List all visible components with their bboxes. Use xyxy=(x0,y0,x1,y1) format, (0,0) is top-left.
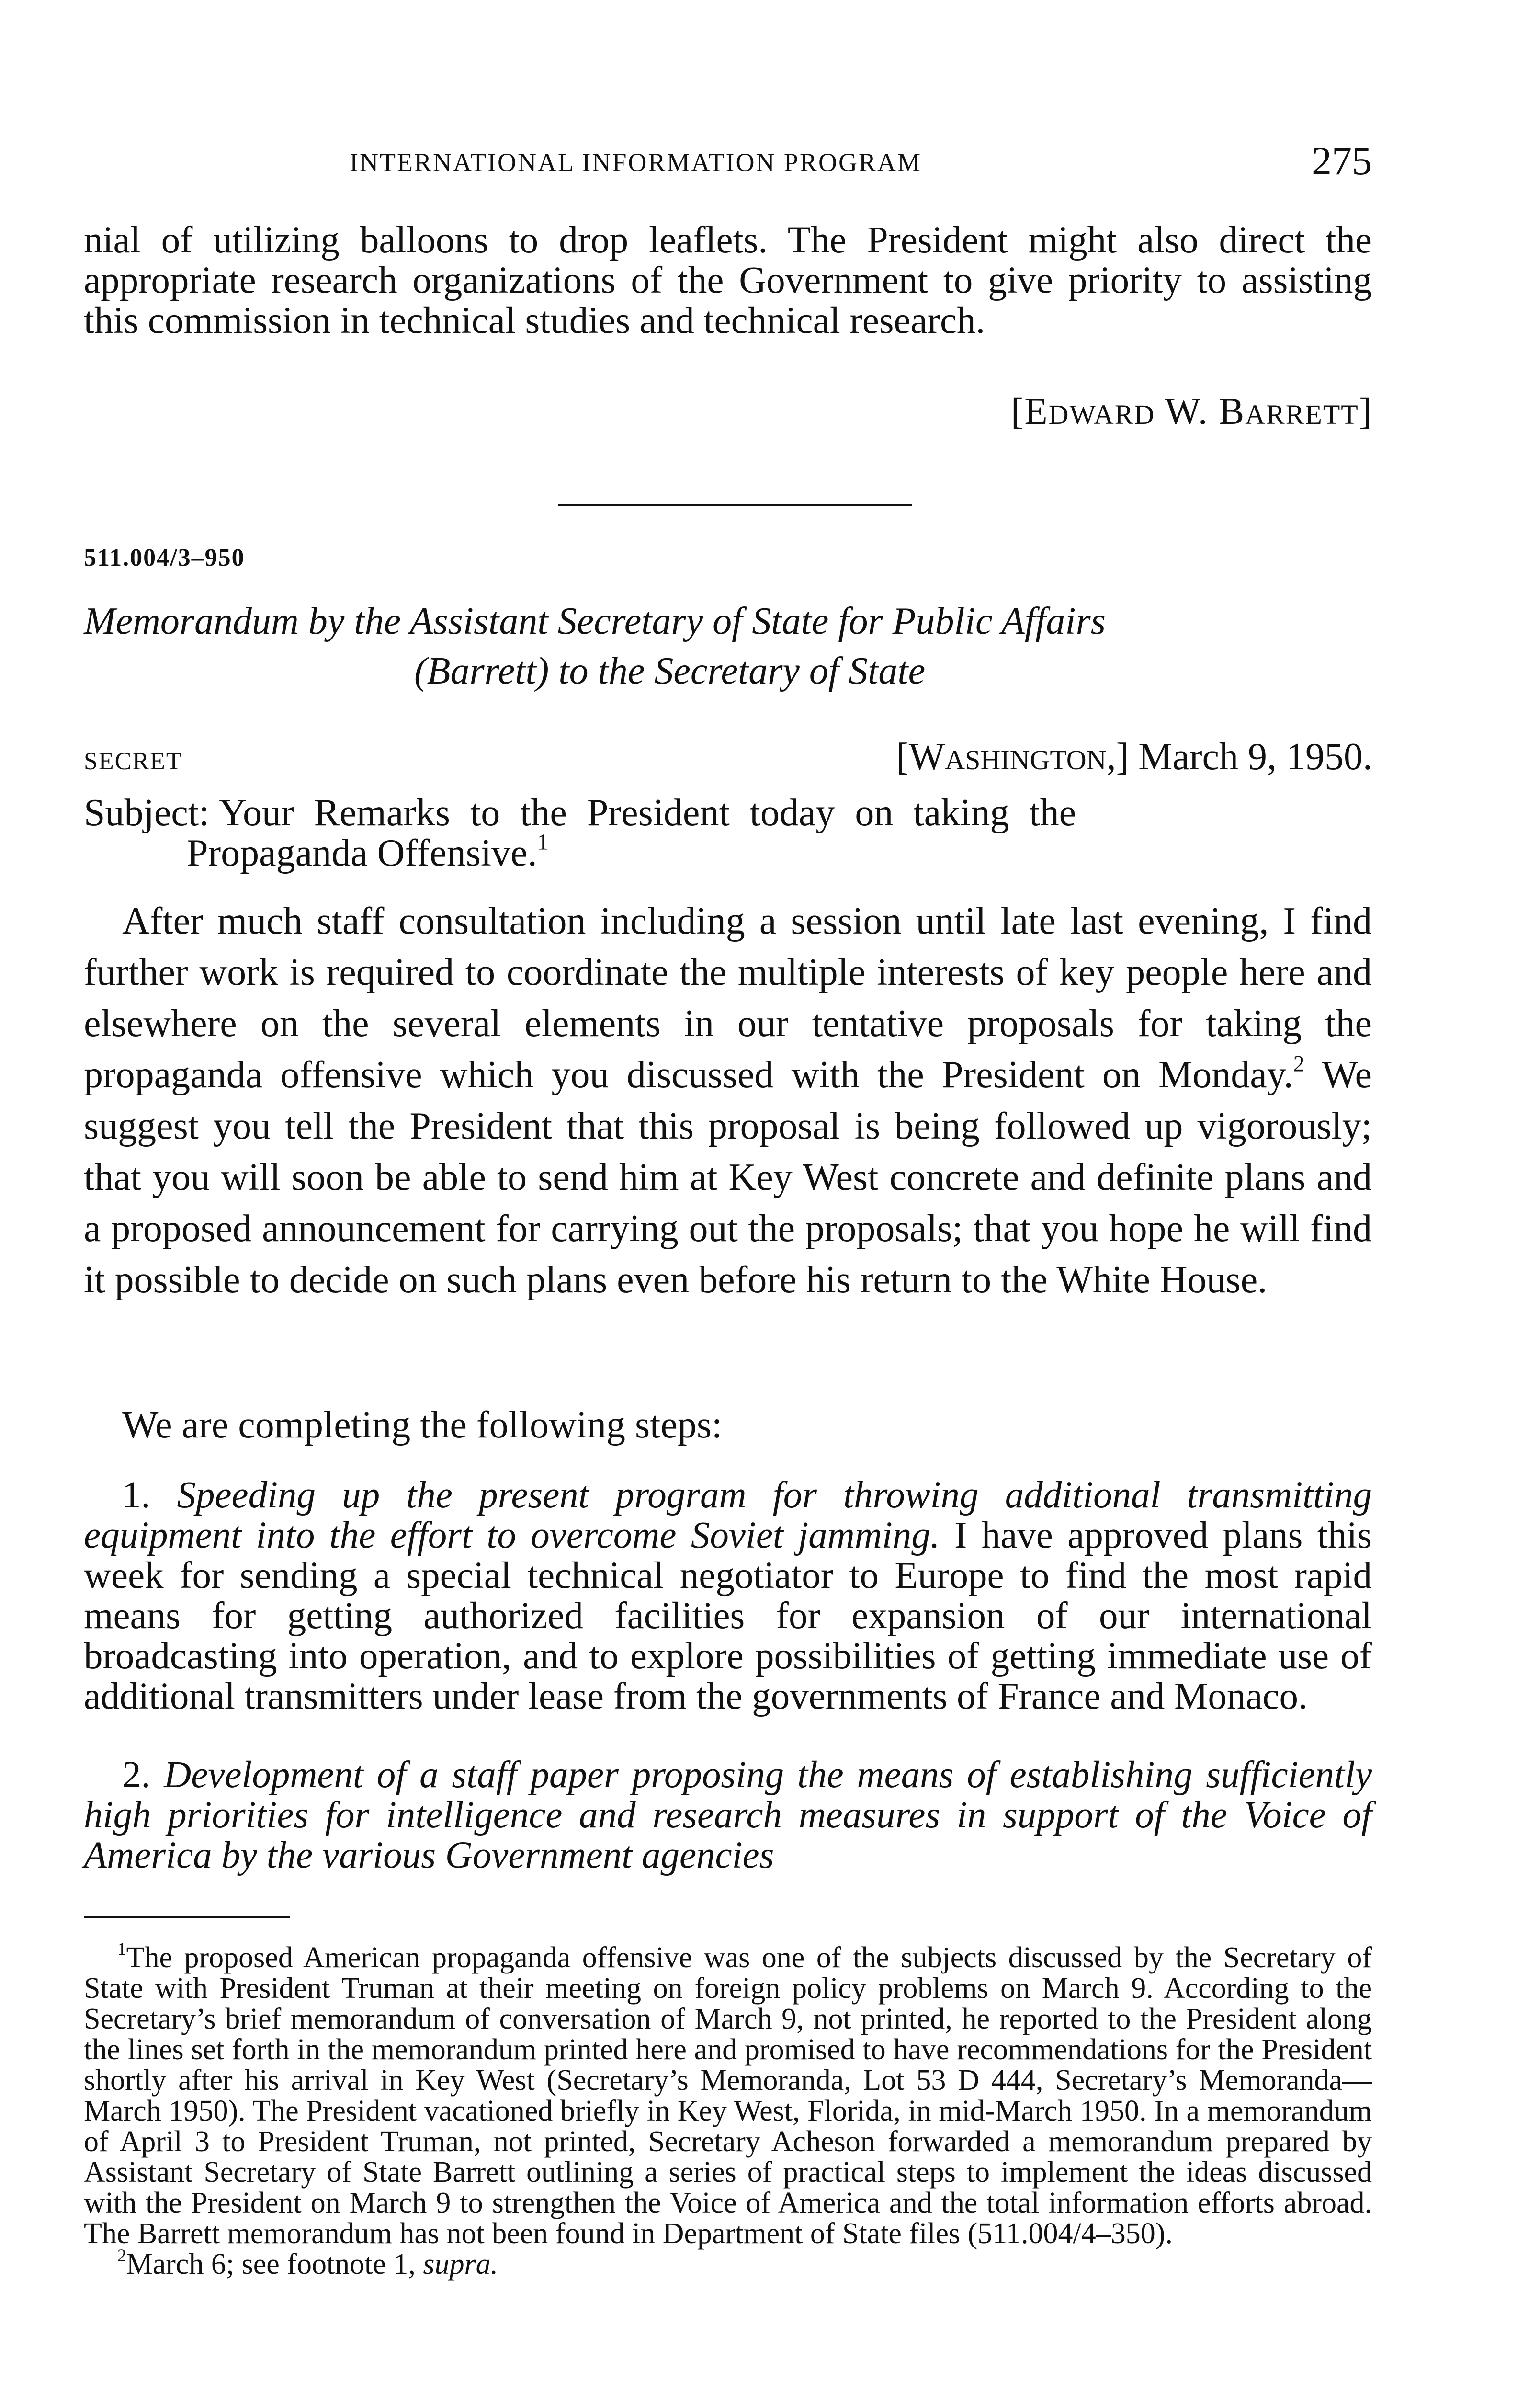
signature: [EDWARD W. BARRETT] xyxy=(1011,391,1372,433)
section-divider xyxy=(558,504,912,506)
list-item-2-heading: Development of a staff paper proposing the means of establishing sufficiently high priorities for intelligence and research measures in support of the Voice of America by the various Government agencies xyxy=(84,1754,1372,1876)
memo-title-line-2: (Barrett) to the Secretary of State xyxy=(414,650,926,692)
footnote-2: $^2$March 6; see footnote 1, supra. xyxy=(117,2246,498,2281)
running-head xyxy=(84,139,1372,183)
preceding-paragraph: nial of utilizing balloons to drop leaflets. The President might also direct the appropriate research organizations of the Government to give priority to assisting this commission in technical studies and technical research. xyxy=(84,219,1372,342)
paragraph-1: After much staff consultation including a session until late last evening, I find further work is required to coordinate the multiple interests of key people here and elsewhere on the several elements in our tentative proposals for taking the propaganda offensive which you discussed with the President on Monday.$^2$ We suggest you tell the President that this proposal is being followed up vigorously; that you will soon be able to send him at Key West concrete and definite plans and a proposed announcement for carrying out the proposals; that you hope he will find it possible to decide on such plans even before his return to the White House. xyxy=(84,900,1372,1301)
subject-text-continued: Propaganda Offensive. xyxy=(187,832,537,874)
paragraph-2: We are completing the following steps: xyxy=(122,1404,723,1446)
running-title: INTERNATIONAL INFORMATION PROGRAM xyxy=(350,148,922,177)
footnotes xyxy=(84,1939,1372,2281)
list-item-2: 2. Development of a staff paper proposing the means of establishing sufficiently high priorities for intelligence and research measures in support of the Voice of America by the various Government agencies xyxy=(84,1754,1372,1876)
list-item-1-heading: Speeding up the present program for throwing additional transmitting equipment into the effort to overcome Soviet jamming. xyxy=(84,1474,1372,1556)
footnote-1: $^1$The proposed American propaganda offensive was one of the subjects discussed by the Secretary of State with President Truman at their meeting on foreign policy problems on March 9. According to the Secretary’s brief memorandum of conversation of March 9, not printed, he reported to the President along the lines set forth in the memorandum printed here and promised to have recommendations for the President shortly after his arrival in Key West (Secretary’s Memoranda, Lot 53 D 444, Secretary’s Memoranda—March 1950). The President vacationed briefly in Key West, Florida, in mid-March 1950. In a memorandum of April 3 to President Truman, not printed, Secretary Acheson forwarded a memorandum prepared by Assistant Secretary of State Barrett outlining a series of practical steps to implement the ideas discussed with the President on March 9 to strengthen the Voice of America and the total information efforts abroad. The Barrett memorandum has not been found in Department of State files (511.004/4–350). xyxy=(84,1939,1372,2250)
subject-label: Subject: xyxy=(84,792,210,834)
subject-line xyxy=(84,793,1372,873)
file-number: 511.004/3–950 xyxy=(84,544,245,571)
footnote-divider xyxy=(84,1916,290,1918)
footnote-ref-1: 1 xyxy=(537,829,549,855)
footnote-ref-2: 2 xyxy=(1293,1051,1305,1077)
classification: SECRET xyxy=(84,748,182,775)
memo-title-line-1: Memorandum by the Assistant Secretary of State for Public Affairs xyxy=(84,600,1106,642)
memo-title xyxy=(84,596,1372,696)
dateline: [WASHINGTON,] March 9, 1950. xyxy=(896,736,1372,778)
list-item-1: 1. Speeding up the present program for throwing additional transmitting equipment into the effort to overcome Soviet jamming. I have approved plans this week for sending a special technical negotiator to Europe to find the most rapid means for getting authorized facilities for expansion of our international broadcasting into operation, and to explore possibilities of getting immediate use of additional transmitters under lease from the governments of France and Monaco. xyxy=(84,1474,1372,1717)
subject-text: Your Remarks to the President today on taking the xyxy=(219,792,1076,834)
page-number: 275 xyxy=(1312,139,1372,183)
